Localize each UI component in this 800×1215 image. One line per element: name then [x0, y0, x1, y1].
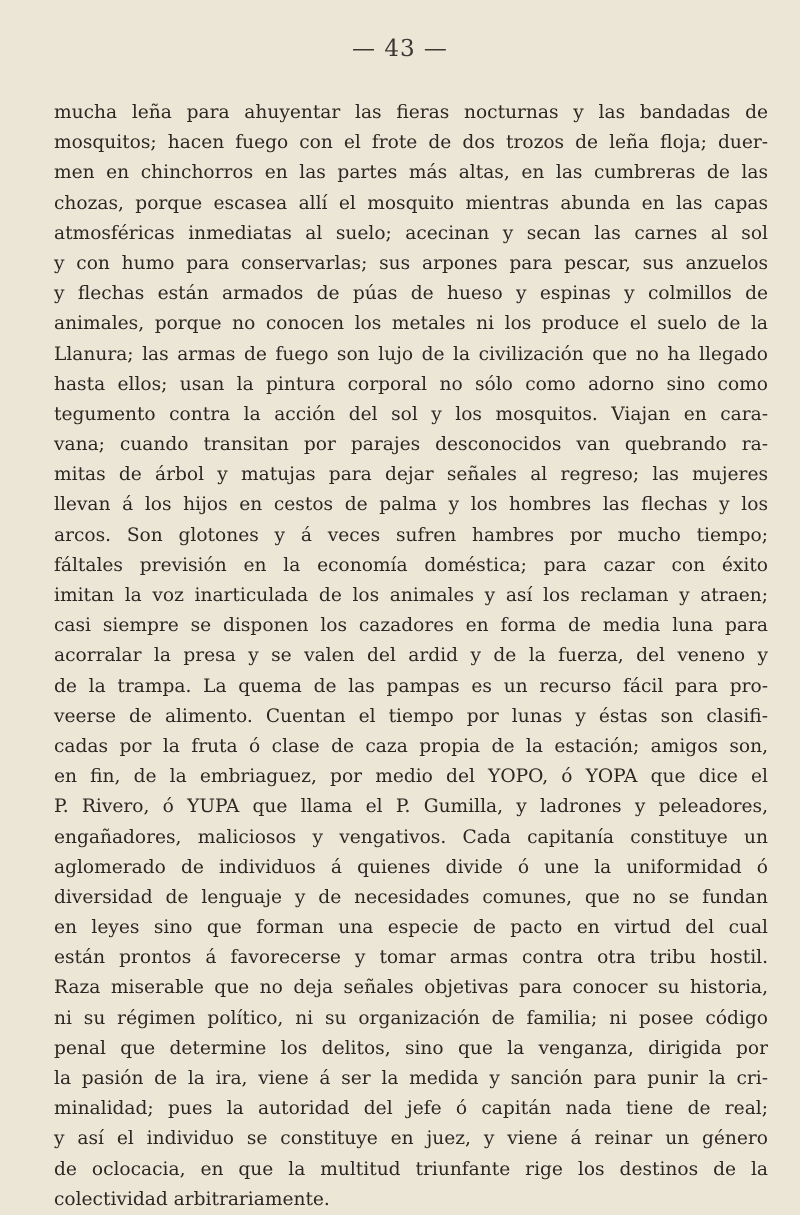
text-line: colectividad arbitrariamente.: [54, 1188, 330, 1210]
text-line: mitas de árbol y matujas para dejar señales al regreso; las mujeres: [54, 464, 768, 486]
text-line: hasta ellos; usan la pintura corporal no sólo como adorno sino como: [54, 373, 768, 395]
text-line: veerse de alimento. Cuentan el tiempo por lunas y éstas son clasifi-: [54, 705, 768, 727]
text-line: aglomerado de individuos á quienes divide ó une la uniformidad ó: [54, 856, 768, 878]
text-line: penal que determine los delitos, sino que la venganza, dirigida por: [54, 1037, 768, 1059]
text-line: acorralar la presa y se valen del ardid y de la fuerza, del veneno y: [54, 645, 768, 667]
text-line: ni su régimen político, ni su organización de familia; ni posee código: [54, 1007, 768, 1029]
text-line: tegumento contra la acción del sol y los mosquitos. Viajan en cara-: [54, 403, 768, 425]
page-number: — 43 —: [352, 36, 448, 62]
text-line: minalidad; pues la autoridad del jefe ó capitán nada tiene de real;: [54, 1098, 768, 1120]
text-line: en fin, de la embriaguez, por medio del YOPO, ó YOPA que dice el: [54, 766, 768, 788]
text-line: Llanura; las armas de fuego son lujo de la civilización que no ha llegado: [54, 343, 768, 365]
text-line: mosquitos; hacen fuego con el frote de dos trozos de leña floja; duer-: [54, 132, 768, 154]
text-line: Raza miserable que no deja señales objetivas para conocer su historia,: [54, 977, 768, 999]
text-line: llevan á los hijos en cestos de palma y los hombres las flechas y los: [54, 494, 768, 516]
text-line: animales, porque no conocen los metales ni los produce el suelo de la: [54, 313, 768, 335]
text-line: y así el individuo se constituye en juez, y viene á reinar un género: [54, 1128, 768, 1150]
text-line: en leyes sino que forman una especie de pacto en virtud del cual: [54, 917, 768, 939]
text-line: engañadores, maliciosos y vengativos. Cada capitanía constituye un: [54, 826, 768, 848]
text-line: mucha leña para ahuyentar las fieras nocturnas y las bandadas de: [54, 102, 768, 123]
text-line: P. Rivero, ó YUPA que llama el P. Gumilla, y ladrones y peleadores,: [54, 796, 768, 818]
text-line: están prontos á favorecerse y tomar armas contra otra tribu hostil.: [54, 947, 768, 969]
text-line: men en chinchorros en las partes más altas, en las cumbreras de las: [54, 162, 768, 184]
text-line: cadas por la fruta ó clase de caza propia de la estación; amigos son,: [54, 735, 768, 757]
text-line: atmosféricas inmediatas al suelo; acecinan y secan las carnes al sol: [54, 222, 768, 244]
text-line: diversidad de lenguaje y de necesidades comunes, que no se fundan: [54, 886, 768, 908]
text-line: y flechas están armados de púas de hueso y espinas y colmillos de: [54, 283, 768, 305]
text-line: y con humo para conservarlas; sus arpones para pescar, sus anzuelos: [54, 252, 768, 274]
text-line: imitan la voz inarticulada de los animales y así los reclaman y atraen;: [54, 585, 768, 606]
text-line: vana; cuando transitan por parajes desconocidos van quebrando ra-: [54, 434, 768, 456]
body-text: [54, 98, 768, 1215]
text-line: chozas, porque escasea allí el mosquito mientras abunda en las capas: [54, 192, 768, 214]
text-line: fáltales previsión en la economía doméstica; para cazar con éxito: [54, 554, 768, 576]
text-line: de la trampa. La quema de las pampas es un recurso fácil para pro-: [54, 675, 768, 697]
text-line: arcos. Son glotones y á veces sufren hambres por mucho tiempo;: [54, 524, 768, 546]
text-line: la pasión de la ira, viene á ser la medida y sanción para punir la cri-: [54, 1068, 768, 1089]
text-line: de oclocacia, en que la multitud triunfante rige los destinos de la: [54, 1158, 768, 1180]
text-line: casi siempre se disponen los cazadores en forma de media luna para: [54, 615, 768, 637]
